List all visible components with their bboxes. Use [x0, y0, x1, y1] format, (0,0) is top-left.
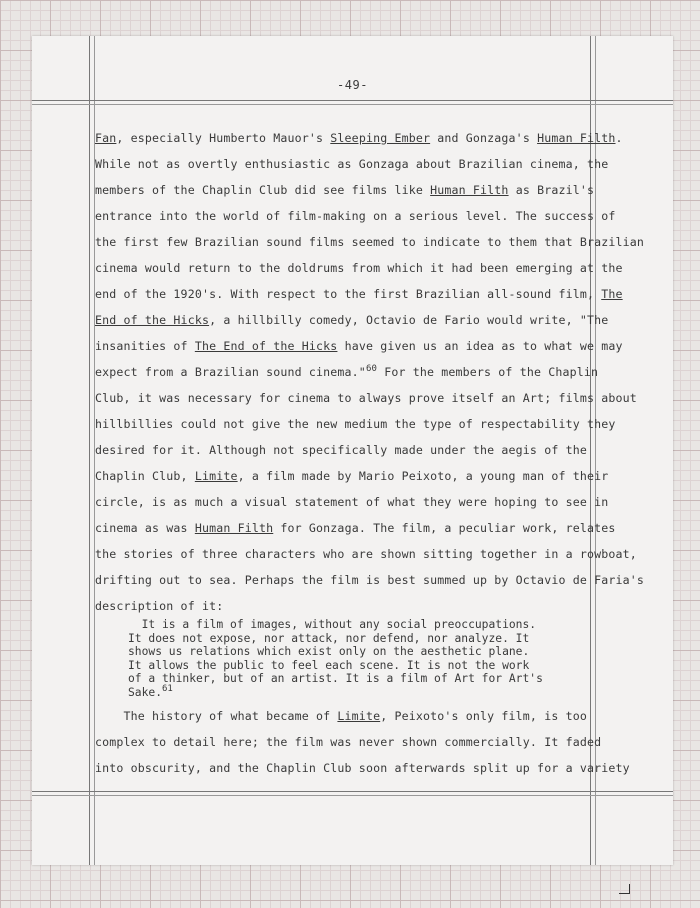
quote-line: shows us relations which exist only on the aesthetic plane.	[128, 645, 530, 658]
film-title: The End of the Hicks	[194, 339, 338, 353]
text-line: circle, is as much a visual statement of what they were hoping to see in	[95, 495, 609, 509]
paragraph-1	[95, 125, 645, 619]
typescript-page	[32, 36, 673, 865]
text-run: Sake.	[128, 685, 163, 699]
text-run: , Peixoto's only film, is too	[380, 709, 587, 723]
quote-line: It is a film of images, without any social preoccupations.	[128, 618, 537, 631]
film-title: Human Filth	[194, 521, 274, 535]
film-title: Fan	[95, 131, 117, 145]
paragraph-2	[95, 703, 641, 781]
text-run: , a film made by Mario Peixoto, a young man of their	[237, 469, 609, 483]
film-title: Human Filth	[430, 183, 509, 197]
footnote-ref-60: 60	[365, 364, 378, 375]
text-run: for Gonzaga. The film, a peculiar work, relates	[273, 521, 616, 535]
text-line	[95, 333, 641, 359]
text-run: insanities of	[95, 339, 195, 353]
text-line	[95, 125, 641, 151]
text-line: the first few Brazilian sound films seemed to indicate to them that Brazilian	[95, 235, 645, 249]
film-title: The	[601, 287, 623, 301]
text-line: description of it:	[95, 599, 224, 613]
text-line: entrance into the world of film-making on a serious level. The success of	[95, 209, 616, 223]
text-run: , especially Humberto Mauor's	[116, 131, 331, 145]
film-title: Sleeping Ember	[330, 131, 431, 145]
quote-line: It allows the public to feel each scene. It is not the work	[128, 658, 530, 672]
text-line: Club, it was necessary for cinema to always prove itself an Art; films about	[95, 391, 637, 405]
text-run: cinema as was	[95, 521, 195, 535]
text-line: complex to detail here; the film was never shown commercially. It faded	[95, 735, 602, 749]
text-run: expect from a Brazilian sound cinema."	[95, 365, 366, 379]
text-line	[95, 515, 641, 541]
text-line	[95, 281, 641, 307]
text-run: , a hillbilly comedy, Octavio de Fario would write, "The	[209, 313, 609, 327]
text-run: members of the Chaplin Club did see films like	[95, 183, 431, 197]
quote-line: It does not expose, nor attack, nor defend, nor analyze. It	[128, 631, 530, 645]
corner-crop-mark	[619, 884, 630, 894]
bottom-margin-rule	[32, 791, 673, 796]
text-line	[95, 359, 641, 385]
text-run: The history of what became of	[95, 709, 338, 723]
text-line: into obscurity, and the Chaplin Club soon afterwards split up for a variety	[95, 761, 630, 775]
quote-line	[128, 683, 598, 700]
film-title: Limite	[337, 709, 381, 723]
text-run: as Brazil's	[508, 183, 595, 197]
film-title: Human Filth	[537, 131, 616, 145]
top-margin-rule	[32, 100, 673, 105]
text-line: cinema would return to the doldrums from which it had been emerging at the	[95, 261, 623, 275]
film-title: End of the Hicks	[95, 313, 210, 327]
text-run: For the members of the Chaplin	[377, 365, 599, 379]
text-line: the stories of three characters who are shown sitting together in a rowboat,	[95, 547, 637, 561]
quote-line: of a thinker, but of an artist. It is a film of Art for Art's	[128, 672, 543, 685]
text-run: end of the 1920's. With respect to the first Brazilian all-sound film,	[95, 287, 602, 301]
text-line: While not as overtly enthusiastic as Gonzaga about Brazilian cinema, the	[95, 157, 609, 171]
text-line	[95, 703, 641, 729]
text-line	[95, 307, 641, 333]
page-number: -49-	[337, 78, 368, 92]
text-run: have given us an idea as to what we may	[337, 339, 623, 353]
text-run: .	[615, 131, 623, 145]
text-run: Chaplin Club,	[95, 469, 195, 483]
block-quote	[128, 618, 598, 699]
text-line	[95, 177, 641, 203]
film-title: Limite	[194, 469, 238, 483]
text-line: desired for it. Although not specifically made under the aegis of the	[95, 443, 587, 457]
text-line: drifting out to sea. Perhaps the film is best summed up by Octavio de Faria's	[95, 573, 645, 587]
text-run: and Gonzaga's	[430, 131, 538, 145]
text-line	[95, 463, 641, 489]
text-line: hillbillies could not give the new medium the type of respectability they	[95, 417, 616, 431]
footnote-ref-61: 61	[162, 683, 173, 694]
